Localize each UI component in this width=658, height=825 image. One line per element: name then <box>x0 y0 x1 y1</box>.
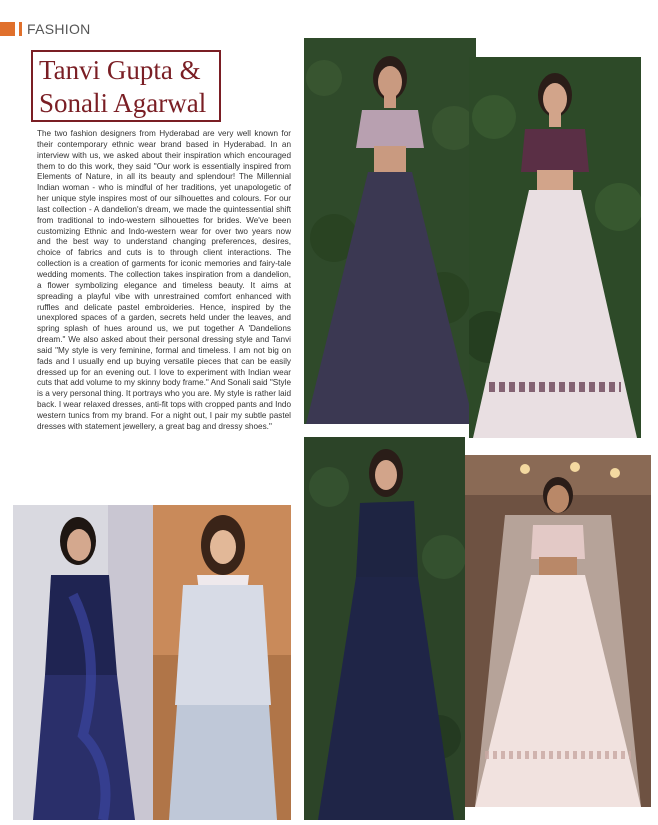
article-title-line-2: Sonali Agarwal <box>39 88 207 118</box>
model-face <box>543 83 567 115</box>
model-face <box>67 529 91 561</box>
photo-model-plum-top-blush-lehenga <box>469 57 641 438</box>
model-face <box>375 460 397 490</box>
section-accent-bar <box>0 22 15 36</box>
model-face <box>378 66 402 98</box>
model-top <box>175 585 271 705</box>
model-skirt <box>169 705 277 820</box>
section-accent-stripe <box>19 22 22 36</box>
article-title-line-1: Tanvi Gupta & <box>39 55 201 85</box>
photo-designer-navy-ruffle-dress <box>13 505 153 820</box>
model-top <box>521 129 589 172</box>
article-body: The two fashion designers from Hyderabad are very well known for their contemporary ethnic wear brand based in Hyderabad. In an interview with us, we asked about their inspiration which encouraged them to do this work, they said "Our work is essentially inspired from Elements of Nature, in all its beauty and splendour! The Millennial Indian woman - who is mindful of her traditions, yet unapologetic of her unique style inspires most of our silhouettes and colours. For our last collection - A dandelion's dream, we made the quintessential shift from traditional to indo-western silhouettes for brides. We've been customizing Ethnic and Indo-western wear for over two years now and the best way to understand changing preferences, desires, choice of fabrics and cuts is to through client interactions. The collection is a creation of garments for iconic memories and fairy-tale wedding moments. The collection takes inspiration from a dandelion, a flower symbolizing elegance and timeless beauty. It aims at spreading a playful vibe with unrestrained comfort enhanced with ruffles and delicate pastel embroideries. Hence, inspired by the unexplored spaces of a garden, secrets held under the leaves, and spring splash of hues around us, we put together A 'Dandelions dream." We also asked about their personal dressing style and Tanvi said "My style is very feminine, formal and timeless. I am not big on fads and I usually end up buying versatile pieces that can be easily dressed up for an evening out. I love to experiment with Indian wear cuts that add volume to my skinny body frame." And Sonali said "Style is a very personal thing. It portrays who you are. My style is rather laid back. I wear relaxed dresses, anti-fit tops with cropped pants and Indo western tunics from my brand. For a night out, I pair my subtle pastel dresses with statement jewellery, a great bag and dressy shoes." <box>37 129 291 431</box>
model-face <box>210 530 236 564</box>
article-title <box>31 50 221 122</box>
model-top <box>356 110 424 148</box>
model-top <box>356 501 418 577</box>
model-skirt <box>33 675 135 820</box>
model-face <box>547 485 569 513</box>
photo-designer-pastel-outfit <box>153 505 291 820</box>
section-header <box>0 18 91 40</box>
photo-model-lilac-top-navy-skirt <box>304 38 476 424</box>
model-top <box>531 525 585 559</box>
section-label: FASHION <box>27 21 91 37</box>
photo-model-blush-bridal-lehenga <box>465 455 651 807</box>
photo-model-navy-gown <box>304 437 465 820</box>
